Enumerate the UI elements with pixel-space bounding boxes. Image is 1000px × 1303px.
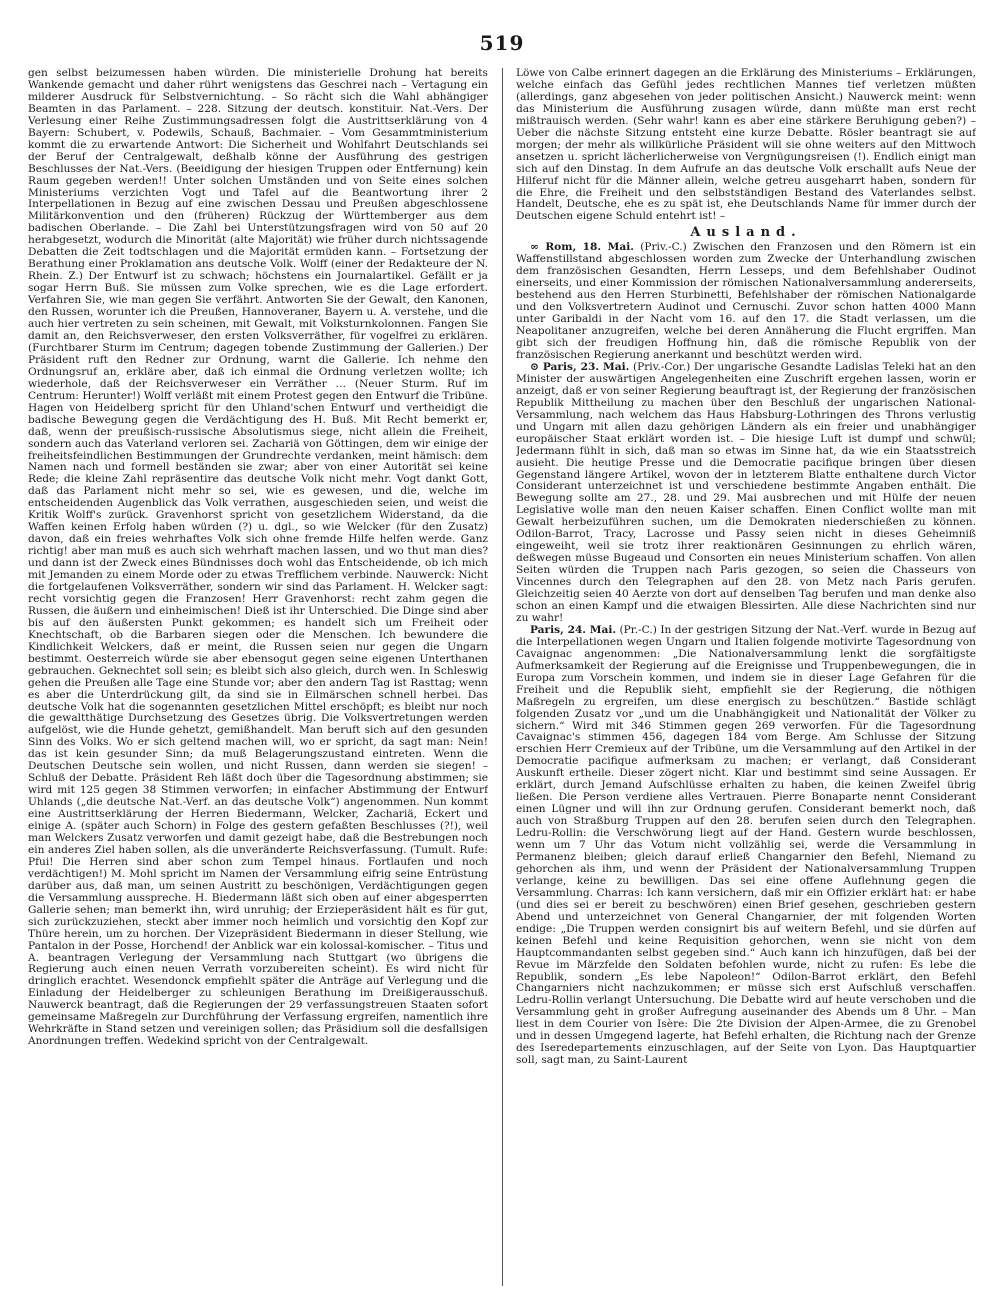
article-rom xyxy=(516,242,976,362)
right-column xyxy=(516,68,976,1286)
article-text: (Priv.-C.) Zwischen den Franzosen und den Römern ist ein Waffenstillstand abgeschlossen worden zum Zwecke der Unterhandlung zwischen dem französischen Gesandten, Herrn Lesseps, und dem Befehlshaber Oudinot einerseits, und einer Kommission der römischen Nationalversammlung andererseits, bestehend aus den Herren Sturbinetti, Befehlshaber der römischen Nationalgarde und den Volksvertretern Audinot und Cernuschi. Zuvor schon hatten 4000 Mann unter Garibaldi in der Nacht vom 16. auf den 17. die Stadt verlassen, um die Neapolitaner anzugreifen, welche bei deren Annäherung die Flucht ergriffen. Man gibt sich der freudigen Hoffnung hin, daß die römische Republik von der französischen Regierung anerkannt und beschützt werden wird. xyxy=(516,241,976,361)
article-dateline: ∞ Rom, 18. Mai. xyxy=(530,241,634,254)
left-column-paragraph: gen selbst beizumessen haben würden. Die ministerielle Drohung hat bereits Wankende gemacht und daher rührt wenigstens das Geschrei nach – Vertagung ein milderer Ausdruck für Selbstvernichtung. – So rächt sich die Wahl abhängiger Beamten in das Parlament. – 228. Sitzung der deutsch. konstituir. Nat.-Vers. Der Verlesung einer Reihe Zustimmungsadressen folgt die Austrittserklärung von 4 Bayern: Schubert, v. Podewils, Schauß, Bachmaier. – Vom Gesammtministerium kommt die zu erwartende Antwort: Die Sicherheit und Wohlfahrt Deutschlands sei der Beruf der Centralgewalt, deßhalb könne der Ausführung des gestrigen Beschlusses der Nat.-Vers. (Beeidigung der hiesigen Truppen oder Entfernung) kein Raum gegeben werden!! Unter solchen Umständen und von Seite eines solchen Ministeriums verzichten Vogt und Tafel auf die Beantwortung ihrer 2 Interpellationen in Bezug auf eine zwischen Dessau und Preußen abgeschlossene Militärkonvention und den (früheren) Rückzug der Württemberger aus dem badischen Oberlande. – Die Zahl bei Unterstützungsfragen wird von 50 auf 20 herabgesetzt, wodurch die Minorität (alte Majorität) wie früher durch nichtssagende Debatten die Zeit todtschlagen und die Majorität ermüden kann. – Fortsetzung der Berathung einer Proklamation ans deutsche Volk. Wolff (einer der Redakteure der N. Rhein. Z.) Der Entwurf ist zu schwach; höchstens ein Journalartikel. Gefällt er ja sogar Herrn Buß. Sie müssen zum Volke sprechen, wie es die Lage erfordert. Verfahren Sie, wie man gegen Sie verfährt. Antworten Sie der Gewalt, den Kanonen, den Russen, worunter ich die Preußen, Hannoveraner, Bayern u. A. verstehe, und die auch hier vertreten zu sein scheinen, mit Gewalt, mit Volksturnkolonnen. Fangen Sie damit an, den Reichsverweser, den ersten Volksverräther, für vogelfrei zu erklären. (Furchtbarer Sturm im Centrum; dagegen tobende Zustimmung der Gallerien.) Der Präsident ruft den Redner zur Ordnung, warnt die Gallerie. Ich nehme den Ordnungsruf an, erkläre aber, daß ich einmal die Ordnung verletzen wollte; ich wiederhole, daß der Reichsverweser ein Verräther … (Neuer Sturm. Ruf im Centrum: Herunter!) Wolff verläßt mit einem Protest gegen den Entwurf die Tribüne. Hagen von Heidelberg spricht für den Uhland'schen Entwurf und vertheidigt die badische Bewegung gegen die Verdächtigung des H. Buß. Mit Recht bemerkt er, daß, wenn der preußisch-russische Absolutismus siege, nicht allein die Freiheit, sondern auch das Vaterland verloren sei. Zachariä von Göttingen, dem wir einige der freiheitsfeindlichen Bestimmungen der Grundrechte verdanken, meint hämisch: dem Namen nach und formell beständen sie zwar; aber von einer Autorität sei keine Rede; die kleine Zahl repräsentire das deutsche Volk nicht mehr. Vogt dankt Gott, daß das Parlament nicht mehr so sei, wie es gewesen, und die, welche im entscheidenden Augenblick das Volk verrathen, ausgeschieden seien, und weist die Kritik Wolff's zurück. Gravenhorst spricht von gesetzlichem Widerstand, da die Waffen keinen Erfolg haben würden (?) u. dgl., so wie Welcker (für den Zusatz) davon, daß ein freies wehrhaftes Volk sich ohne fremde Hilfe helfen werde. Ganz richtig! aber man muß es auch sich wehrhaft machen lassen, und wo thut man dies? und dann ist der Zweck eines Bündnisses doch wohl das Entscheidende, ob ich mich mit Jemanden zu einem Morde oder zu etwas Trefflichem verbinde. Nauwerck: Nicht die fortgelaufenen Volksverräther, sondern wir sind das Parlament. H. Welcker sagt: recht vorsichtig gegen die Franzosen! Herr Gravenhorst: recht zahm gegen die Russen, die äußern und einheimischen! Dieß ist ihr Unterschied. Die Dinge sind aber bis auf den äußersten Punkt gekommen; es handelt sich um Freiheit oder Knechtschaft, ob die Barbaren siegen oder die Menschen. Ich bewundere die Kindlichkeit Welckers, daß er meint, die Russen seien nur gegen die Ungarn bestimmt. Oesterreich würde sie aber ebensogut gegen seine eigenen Unterthanen gebrauchen. Geknechtet soll sein; es bleibt sich also gleich, durch wen. In Schleswig gehen die Preußen alle Tage eine Stunde vor; aber den andern Tag ist Rasttag; wenn es aber die Unterdrückung gilt, da sind sie in Eilmärschen schnell herbei. Das deutsche Volk hat die sogenannten gesetzlichen Mittel erschöpft; es bleibt nur noch die gewaltthätige Durchsetzung des Gesetzes übrig. Die Volksvertretungen werden aufgelöst, wie die Hunde gehetzt, gemißhandelt. Man beruft sich auf den gesunden Sinn des Volks. Wo er sich geltend machen will, wo er spricht, da sagt man: Nein! das ist kein gesunder Sinn; da muß Belagerungszustand eintreten. Wenn die Deutschen Deutsche sein wollen, und nicht Russen, dann werden sie siegen! – Schluß der Debatte. Präsident Reh läßt doch über die Tagesordnung abstimmen; sie wird mit 125 gegen 38 Stimmen verworfen; in einfacher Abstimmung der Entwurf Uhlands („die deutsche Nat.-Verf. an das deutsche Volk“) angenommen. Nun kommt eine Austrittserklärung der Herren Biedermann, Welcker, Zachariä, Eckert und einige A. (später auch Schorn) in Folge des gestern gefaßten Beschlusses (?!), weil man Welckers Zusatz verworfen und damit gezeigt habe, daß die Bestrebungen noch ein anderes Ziel haben sollen, als die unveränderte Reichsverfassung. (Tumult. Rufe: Pfui! Die Herren sind aber schon zum Tempel hinaus. Fortlaufen und noch verdächtigen!) M. Mohl spricht im Namen der Versammlung eifrig seine Entrüstung darüber aus, daß man, um seinen Austritt zu beschönigen, Verdächtigungen gegen die Versammlung ausspreche. H. Biedermann läßt sich oben auf einer abgesperrten Gallerie sehen; man bemerkt ihn, wird unruhig; der Erzieperäsident hält es für gut, sich zurückzuziehen, steckt aber immer noch heimlich und vorsichtig den Kopf zur Thüre herein, um zu horchen. Der Vizepräsident Biedermann in dieser Stellung, wie Pantalon in der Posse, Horchend! der Anblick war ein kolossal-komischer. – Titus und A. beantragen Verlegung der Versammlung nach Stuttgart (wo übrigens die Regierung auch einen neuen Verrath vorzubereiten scheint). Es wird nicht für dringlich erachtet. Wesendonck empfiehlt später die Anträge auf Verlegung und die Einladung der Heidelberger zu schleunigen Berathung im Dreißigerausschuß. Nauwerck beantragt, daß die Regierungen der 29 verfassungstreuen Staaten sofort gemeinsame Maßregeln zur Durchführung der Verfassung ergreifen, namentlich ihre Wehrkräfte in Stand setzen und vereinigen sollen; das Präsidium soll die desfallsigen Anordnungen treffen. Wedekind spricht von der Centralgewalt. xyxy=(28,68,488,1048)
article-paris-23 xyxy=(516,362,976,625)
text-columns xyxy=(28,68,976,1286)
article-dateline: ⊙ Paris, 23. Mai. xyxy=(530,360,630,373)
article-text: (Pr.-C.) In der gestrigen Sitzung der Nat.-Verf. wurde in Bezug auf die Interpellationen wegen Ungarn und Italien folgende motivirte Tagesordnung von Cavaignac angenommen: „Die Nationalversammlung lenkt die sorgfältigste Aufmerksamkeit der Regierung auf die Ereignisse und Truppenbewegungen, die in Europa zum Vorschein kommen, und indem sie in dieser Lage Gefahren für die Freiheit und die Republik sieht, empfiehlt sie der Regierung, die nöthigen Maßregeln zu ergreifen, um diese energisch zu beschützen.“ Bastide schlägt folgenden Zusatz vor „und um die Unabhängigkeit und Nationalität der Völker zu sichern.“ Wird mit 346 Stimmen gegen 269 verworfen. Für die Tagesordnung Cavaignac's stimmen 456, dagegen 184 vom Berge. Am Schlusse der Sitzung erschien Herr Cremieux auf der Tribüne, um die Versammlung auf den Artikel in der Democratie pacifique aufmerksam zu machen; er verlangt, daß Considerant Auskunft ertheile. Dieser zögert nicht. Klar und bestimmt sind seine Aussagen. Er erklärt, durch Jemand Aufschlüsse erhalten zu haben, die keinen Zweifel übrig ließen. Die Person verdiene alles Vertrauen. Pierre Bonaparte nennt Considerant einen Lügner und will ihn zur Ordnung gerufen. Considerant bemerkt noch, daß auch von Straßburg Truppen auf den 28. berufen seien durch den Telegraphen. Ledru-Rollin: die Verschwörung liegt auf der Hand. Gestern wurde beschlossen, wenn um 7 Uhr das Votum nicht vollzählig sei, werde die Versammlung in Permanenz bleiben; gleich darauf erließ Changarnier den Befehl, Niemand zu gehorchen als ihm, und wenn der Präsident der Nationalversammlung Truppen verlange, keine zu bewilligen. Das sei eine offene Auflehnung gegen die Versammlung. Charras: Ich kann versichern, daß mir ein Offizier erklärt hat: er habe (und dies sei er bereit zu beschwören) einen Brief gesehen, geschrieben gestern Abend und unterzeichnet von General Changarnier, der mit folgenden Worten endige: „Die Truppen werden consignirt bis auf weitern Befehl, und sie dürfen auf keinen Befehl und keine Requisition gehorchen, wenn sie nicht von dem Hauptcommandanten selbst gegeben sind.“ Auch kann ich hinzufügen, daß bei der Revue im Märzfelde den Soldaten befohlen wurde, nicht zu rufen: Es lebe die Republik, sondern „Es lebe Napoleon!“ Odilon-Barrot erklärt, den Befehl Changarniers nicht nachzukommen; er müsse sich erst Aufschluß verschaffen. Ledru-Rollin verlangt Untersuchung. Die Debatte wird auf heute verschoben und die Versammlung geht in großer Aufregung auseinander des Abends um 8 Uhr. – Man liest in dem Courier von Isère: Die 2te Division der Alpen-Armee, die zu Grenobel und in dessen Umgegend lagerte, hat Befehl erhalten, die Richtung nach der Grenze des Iseredepartements einzuschlagen, auf der Seite von Lyon. Das Hauptquartier soll, sagt man, zu Saint-Laurent xyxy=(516,623,976,1067)
page-number: 519 xyxy=(479,31,525,55)
section-heading-ausland: Ausland. xyxy=(690,225,802,241)
article-paris-24 xyxy=(516,625,976,1067)
left-column xyxy=(28,68,488,1286)
article-dateline: Paris, 24. Mai. xyxy=(530,623,617,636)
article-text: (Priv.-Cor.) Der ungarische Gesandte Ladislas Teleki hat an den Minister der auswärtigen Angelegenheiten eine Zuschrift ergehen lassen, worin er anzeigt, daß er von seiner Regierung beauftragt ist, der Regierung der französischen Republik Mittheilung zu machen über den Beschluß der ungarischen National-Versammlung, nach welchem das Haus Habsburg-Lothringen des Throns verlustig und Ungarn mit allen dazu gehörigen Ländern als ein freier und unabhängiger europäischer Staat erklärt worden ist. – Die hiesige Luft ist dumpf und schwül; Jedermann fühlt in sich, daß man so etwas im Sinne hat, da wie ein Staatsstreich ausieht. Die heutige Presse und die Democratie pacifique bringen über diesen Gegenstand längere Artikel, wovon der in letzterem Blatte enthaltene durch Victor Considerant unterzeichnet ist und verschiedene bestimmte Angaben enthält. Die Bewegung sollte am 27., 28. und 29. Mai ausbrechen und mit Hülfe der neuen Legislative wolle man den neuen Kaiser schaffen. Einen Conflict wollte man mit Gewalt herbeizuführen suchen, um die Demokraten niederschießen zu können. Odilon-Barrot, Tracy, Lacrosse und Passy seien nicht in dieses Geheimniß eingeweiht, weil sie trotz ihrer reaktionären Gesinnungen zu ehrlich wären, deßwegen müsse Bugeaud und Consorten ein neues Ministerium schaffen. Von allen Seiten würden die Truppen nach Paris gezogen, so seien die Chasseurs von Vincennes durch den Telegraphen auf den 28. von Metz nach Paris gerufen. Gleichzeitig seien 40 Aerzte von dort auf denselben Tag berufen und man denke also schon an einen Kampf und die etwaigen Blessirten. Alle diese Nachrichten sind nur zu wahr! xyxy=(516,360,976,624)
right-column-intro: Löwe von Calbe erinnert dagegen an die Erklärung des Ministeriums – Erklärungen, welche einfach das Gefühl jedes rechtlichen Mannes tief verletzen müßten (allerdings, ganz abgesehen von jeder politischen Ansicht.) Nauwerck meint: wenn das Ministerium die Ausführung zusagen würde, dann müßte man erst recht mißtrauisch werden. (Sehr wahr! kann es aber eine stärkere Beruhigung geben?) – Ueber die nächste Sitzung entsteht eine kurze Debatte. Rösler beantragt sie auf morgen; der mehr als willkürliche Präsident will sie ohne weiters auf den Mittwoch ansetzen u. spricht lächerlicherweise von Vergnügungsreisen (!). Endlich einigt man sich auf den Dinstag. In dem Aufrufe an das deutsche Volk erschallt aufs Neue der Hilferuf nicht für die Männer allein, welche getreu ausgeharrt haben, sondern für die Ehre, die Freiheit und den selbstständigen Bestand des Vaterlandes selbst. Handelt, Deutsche, ehe es zu spät ist, ehe Deutschlands Name für immer durch der Deutschen eigene Schuld entehrt ist! – xyxy=(516,68,976,223)
column-divider xyxy=(502,68,503,1286)
